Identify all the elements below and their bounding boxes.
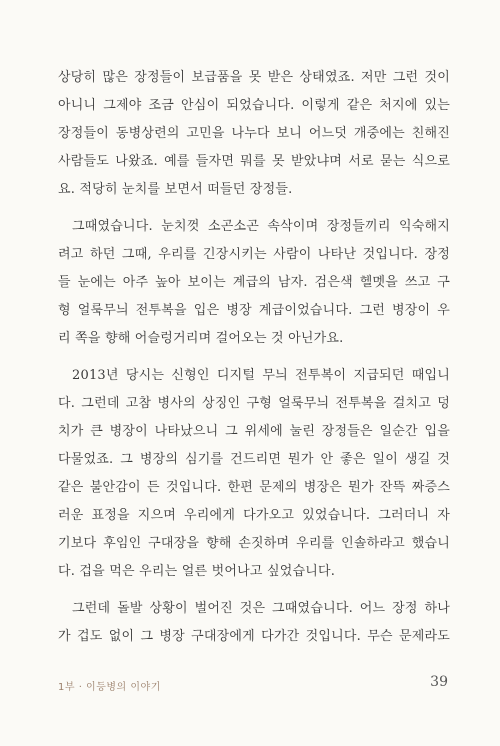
text-line: 장정들이 동병상련의 고민을 나누다 보니 어느덧 개중에는 친해진 — [58, 126, 450, 141]
paragraph-2 — [58, 213, 450, 353]
text-line: 같은 불안감이 든 것입니다. 한편 문제의 병장은 뭔가 잔뜩 짜증스 — [58, 480, 450, 495]
text-line: 려고 하던 그때, 우리를 긴장시키는 사람이 나타난 것입니다. 장정 — [58, 247, 450, 262]
paragraph-4 — [58, 595, 450, 651]
text-line: 요. 적당히 눈치를 보면서 떠들던 장정들. — [58, 182, 293, 197]
text-line: 가 겁도 없이 그 병장 구대장에게 다가간 것입니다. 무슨 문제라도 — [58, 629, 450, 644]
text-line: 사람들도 나왔죠. 예를 들자면 뭐를 못 받았냐며 서로 묻는 식으로 — [58, 154, 450, 169]
text-line: 다물었죠. 그 병장의 심기를 건드리면 뭔가 안 좋은 일이 생길 것 — [58, 452, 450, 467]
text-line: 다. 그런데 고참 병사의 상징인 구형 얼룩무늬 전투복을 걸치고 덩 — [58, 396, 450, 411]
page-footer — [58, 674, 448, 694]
text-line: 다. 겁을 먹은 우리는 얼른 벗어나고 싶었습니다. — [58, 564, 336, 579]
text-line: 아니니 그제야 조금 안심이 되었습니다. 이렇게 같은 처지에 있는 — [58, 98, 450, 113]
text-line: 그때였습니다. 눈치껏 소곤소곤 속삭이며 장정들끼리 익숙해지 — [72, 219, 450, 234]
text-line: 상당히 많은 장정들이 보급품을 못 받은 상태였죠. 저만 그런 것이 — [58, 70, 450, 85]
text-line: 들 눈에는 아주 높아 보이는 계급의 남자. 검은색 헬멧을 쓰고 구 — [58, 275, 450, 290]
paragraph-1 — [58, 64, 450, 204]
text-line: 치가 큰 병장이 나타났으니 그 위세에 눌린 장정들은 일순간 입을 — [58, 424, 450, 439]
text-line: 형 얼룩무늬 전투복을 입은 병장 계급이었습니다. 그런 병장이 우 — [58, 303, 450, 318]
page-number: 39 — [430, 674, 448, 690]
text-line: 리 쪽을 향해 어슬렁거리며 걸어오는 것 아닌가요. — [58, 331, 344, 346]
text-line: 기보다 후임인 구대장을 향해 손짓하며 우리를 인솔하라고 했습니 — [58, 536, 450, 551]
body-text — [58, 64, 450, 660]
text-line: 2013년 당시는 신형인 디지털 무늬 전투복이 지급되던 때입니 — [72, 368, 450, 383]
running-head: 1부 · 이등병의 이야기 — [58, 682, 161, 693]
text-line: 그런데 돌발 상황이 벌어진 것은 그때였습니다. 어느 장정 하나 — [72, 601, 450, 616]
text-line: 러운 표정을 지으며 우리에게 다가오고 있었습니다. 그러더니 자 — [58, 508, 450, 523]
paragraph-3 — [58, 362, 450, 586]
